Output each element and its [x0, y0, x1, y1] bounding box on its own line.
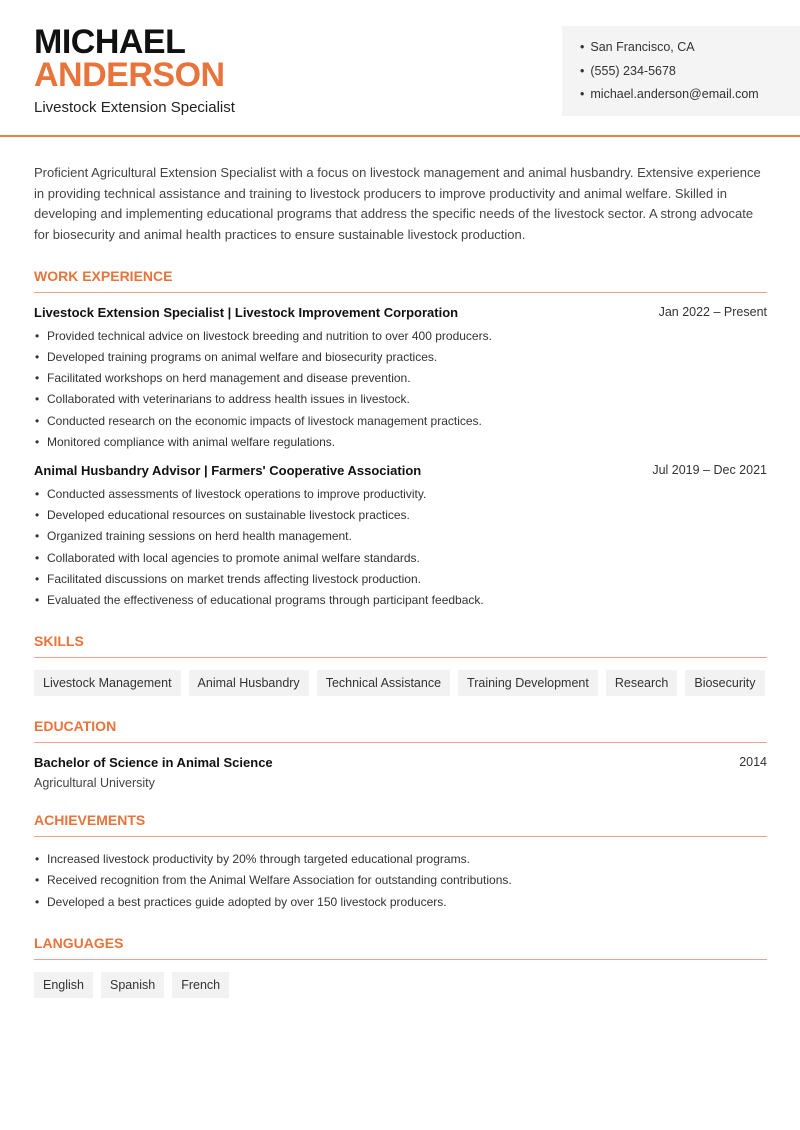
- job-title: Livestock Extension Specialist: [34, 99, 235, 116]
- skill-tag: Animal Husbandry: [189, 670, 309, 696]
- skill-tag: Biosecurity: [685, 670, 764, 696]
- list-item: • Collaborated with local agencies to promote animal welfare standards.: [34, 548, 767, 569]
- resume-body: [34, 163, 767, 998]
- job-dates: Jan 2022 – Present: [658, 304, 767, 319]
- contact-location: • San Francisco, CA: [580, 38, 800, 62]
- graduation-year: 2014: [739, 755, 767, 770]
- section-heading-languages: LANGUAGES: [34, 935, 767, 960]
- resume-header: [0, 0, 800, 137]
- job-bullets: [34, 484, 767, 611]
- list-item: • Provided technical advice on livestock breeding and nutrition to over 400 producers.: [34, 326, 767, 347]
- job-bullets: [34, 326, 767, 453]
- language-tag: Spanish: [101, 972, 164, 998]
- section-heading-experience: WORK EXPERIENCE: [34, 268, 767, 293]
- skills-list: [34, 670, 767, 696]
- list-item: • Conducted research on the economic impacts of livestock management practices.: [34, 411, 767, 432]
- first-name: MICHAEL: [34, 23, 186, 61]
- education-entry: [34, 755, 767, 770]
- list-item: • Received recognition from the Animal Welfare Association for outstanding contributions.: [34, 870, 767, 891]
- job-title-company: Animal Husbandry Advisor | Farmers' Cooperative Association: [34, 463, 422, 479]
- summary: Proficient Agricultural Extension Specialist with a focus on livestock management and animal husbandry. Extensive experience in providing technical assistance and training to livestock producers to improve productivity and animal welfare. Skilled in developing and implementing educational programs that address the specific needs of the livestock sector. A strong advocate for biosecurity and animal health practices to ensure sustainable livestock production.: [34, 165, 761, 243]
- section-heading-skills: SKILLS: [34, 633, 767, 658]
- list-item: • Developed a best practices guide adopted by over 150 livestock producers.: [34, 892, 767, 913]
- list-item: • Facilitated workshops on herd management and disease prevention.: [34, 368, 767, 389]
- list-item: • Increased livestock productivity by 20% through targeted educational programs.: [34, 849, 767, 870]
- list-item: • Evaluated the effectiveness of educational programs through participant feedback.: [34, 590, 767, 611]
- skill-tag: Livestock Management: [34, 670, 181, 696]
- skill-tag: Research: [606, 670, 678, 696]
- list-item: • Developed educational resources on sustainable livestock practices.: [34, 505, 767, 526]
- school: Agricultural University: [34, 776, 155, 791]
- job-dates: Jul 2019 – Dec 2021: [652, 463, 767, 478]
- contact-phone: • (555) 234-5678: [580, 62, 800, 86]
- degree: Bachelor of Science in Animal Science: [34, 755, 273, 771]
- job-header: [34, 305, 767, 320]
- job-title-company: Livestock Extension Specialist | Livestock Improvement Corporation: [34, 304, 459, 320]
- list-item: • Collaborated with veterinarians to address health issues in livestock.: [34, 389, 767, 410]
- skill-tag: Technical Assistance: [317, 670, 450, 696]
- language-tag: English: [34, 972, 93, 998]
- section-heading-education: EDUCATION: [34, 718, 767, 743]
- contact-email: • michael.anderson@email.com: [580, 85, 800, 109]
- list-item: • Conducted assessments of livestock operations to improve productivity.: [34, 484, 767, 505]
- skill-tag: Training Development: [458, 670, 598, 696]
- list-item: • Organized training sessions on herd health management.: [34, 526, 767, 547]
- list-item: • Developed training programs on animal welfare and biosecurity practices.: [34, 347, 767, 368]
- language-tag: French: [172, 972, 229, 998]
- last-name: ANDERSON: [34, 56, 225, 94]
- contact-box: [562, 26, 800, 116]
- list-item: • Facilitated discussions on market trends affecting livestock production.: [34, 569, 767, 590]
- achievements-list: [34, 849, 767, 913]
- job-header: [34, 463, 767, 478]
- languages-list: [34, 972, 767, 998]
- section-heading-achievements: ACHIEVEMENTS: [34, 812, 767, 837]
- list-item: • Monitored compliance with animal welfare regulations.: [34, 432, 767, 453]
